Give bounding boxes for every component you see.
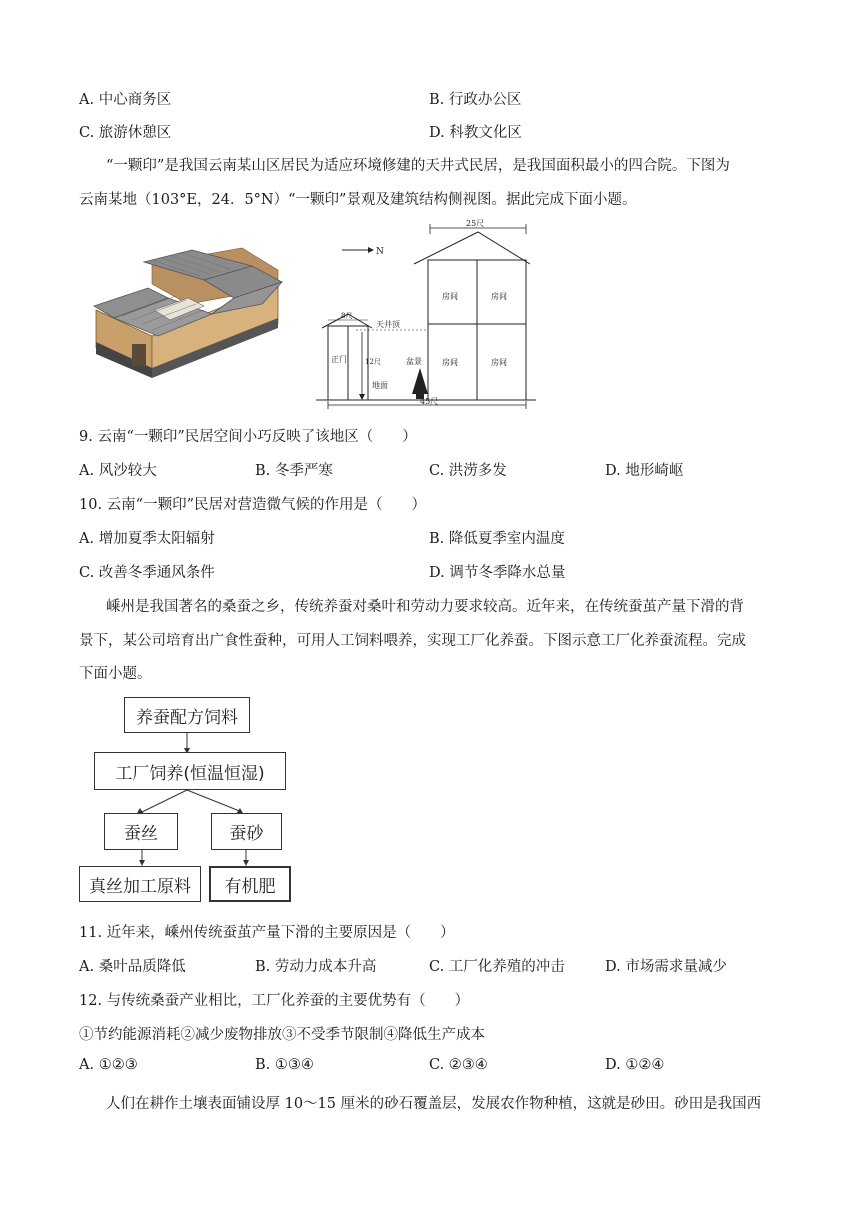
building-section-diagram [316, 218, 538, 410]
q10-option-d: D. 调节冬季降水总量 [429, 565, 566, 581]
room-2: 房间 [491, 292, 507, 301]
skylight-label: 天井顶 [376, 320, 400, 329]
q8-option-d: D. 科教文化区 [429, 125, 522, 141]
q9-option-b: B. 冬季严寒 [255, 463, 333, 479]
dim-height: 12尺 [365, 358, 381, 366]
q12-option-b: B. ①③④ [255, 1057, 314, 1073]
flow-fertilizer-box: 有机肥 [209, 866, 291, 902]
flow-silk-product-box: 真丝加工原料 [79, 866, 201, 902]
dim-total: 45尺 [420, 397, 439, 406]
flow-dung-box: 蚕砂 [211, 813, 282, 850]
yikeyin-house-illustration [92, 244, 284, 382]
bonsai-label: 盆景 [406, 357, 422, 366]
q12-option-c: C. ②③④ [429, 1057, 488, 1073]
q10-option-c: C. 改善冬季通风条件 [79, 565, 215, 581]
q9-option-a: A. 风沙较大 [79, 463, 157, 479]
q10-option-a: A. 增加夏季太阳辐射 [79, 531, 215, 547]
silk-intro-line1: 嵊州是我国著名的桑蚕之乡，传统养蚕对桑叶和劳动力要求较高。近年来，在传统蚕茧产量下滑的背 [106, 599, 744, 615]
q12-items: ①节约能源消耗②减少废物排放③不受季节限制④降低生产成本 [79, 1027, 485, 1043]
q10-stem: 10. 云南“一颗印”民居对营造微气候的作用是（ ） [79, 497, 426, 513]
q8-option-a: A. 中心商务区 [79, 92, 172, 108]
q9-option-c: C. 洪涝多发 [429, 463, 507, 479]
silk-intro-line2: 景下，某公司培育出广食性蚕种，可用人工饲料喂养，实现工厂化养蚕。下图示意工厂化养蚕流程。完成 [79, 633, 746, 649]
q8-option-b: B. 行政办公区 [429, 92, 522, 108]
q12-option-d: D. ①②④ [605, 1057, 665, 1073]
silk-intro-line3: 下面小题。 [79, 666, 152, 682]
q11-option-a: A. 桑叶品质降低 [79, 959, 186, 975]
flow-factory-box: 工厂饲养(恒温恒湿) [94, 752, 286, 790]
q9-stem: 9. 云南“一颗印”民居空间小巧反映了该地区（ ） [79, 429, 417, 445]
gate-label: 正门 [331, 355, 347, 364]
q9-option-d: D. 地形崎岖 [605, 463, 684, 479]
dim-top: 25尺 [466, 219, 485, 228]
north-label: N [376, 247, 384, 257]
q11-option-c: C. 工厂化养殖的冲击 [429, 959, 565, 975]
room-3: 房间 [442, 358, 458, 367]
yunnan-intro-line1: “一颗印”是我国云南某山区居民为适应环境修建的天井式民居，是我国面积最小的四合院。下图为 [106, 158, 730, 174]
q10-option-b: B. 降低夏季室内温度 [429, 531, 565, 547]
q12-option-a: A. ①②③ [79, 1057, 138, 1073]
q12-stem: 12. 与传统桑蚕产业相比，工厂化养蚕的主要优势有（ ） [79, 993, 470, 1009]
flow-feed-box: 养蚕配方饲料 [124, 697, 250, 733]
flow-silk-box: 蚕丝 [104, 813, 178, 850]
bonsai-tree-icon [412, 368, 428, 394]
q11-stem: 11. 近年来，嵊州传统蚕茧产量下滑的主要原因是（ ） [79, 925, 455, 941]
q11-option-b: B. 劳动力成本升高 [255, 959, 377, 975]
yunnan-intro-line2: 云南某地（103°E，24．5°N）“一颗印”景观及建筑结构侧视图。据此完成下面小题。 [79, 192, 637, 208]
room-1: 房间 [442, 292, 458, 301]
dim-small: 8尺 [341, 312, 353, 320]
ground-label: 地面 [372, 381, 388, 390]
q11-option-d: D. 市场需求量减少 [605, 959, 727, 975]
q8-option-c: C. 旅游休憩区 [79, 125, 172, 141]
room-4: 房间 [491, 358, 507, 367]
sand-intro-line1: 人们在耕作土壤表面铺设厚 10～15 厘米的砂石覆盖层，发展农作物种植，这就是砂田。砂田是我国西 [106, 1096, 762, 1112]
